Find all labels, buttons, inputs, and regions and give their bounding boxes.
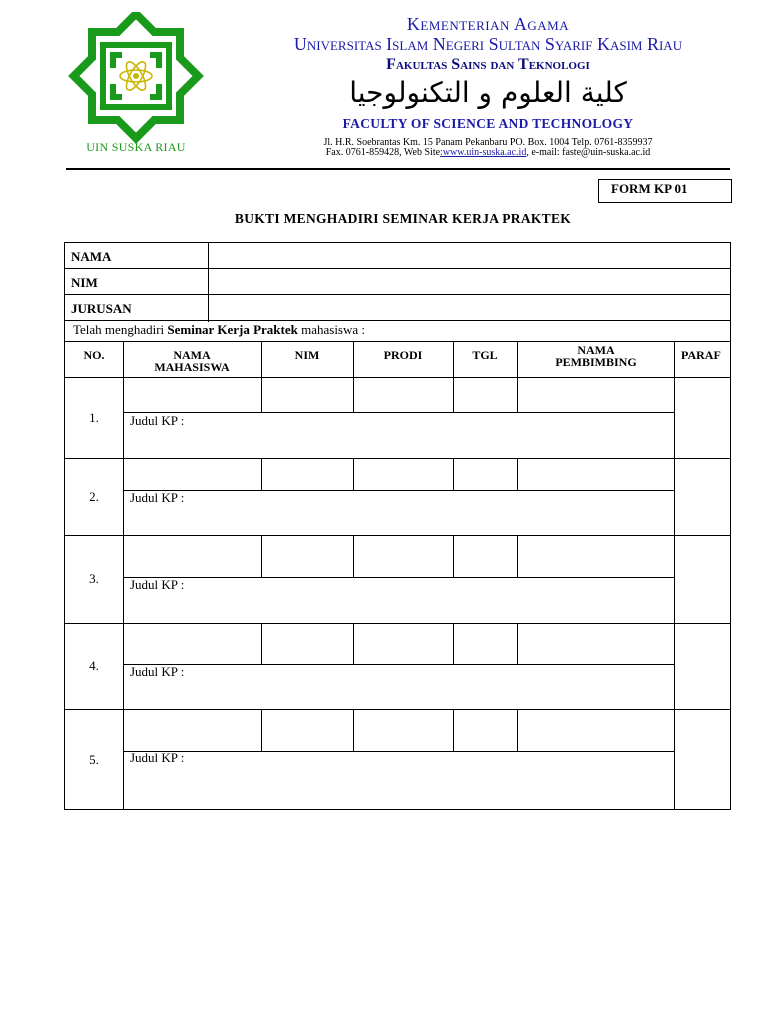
col-divider bbox=[261, 377, 262, 412]
col-header-nama-line2: MAHASISWA bbox=[154, 360, 230, 374]
field-row-nim bbox=[65, 269, 730, 295]
university-name: Universitas Islam Negeri Sultan Syarif Kasim Riau bbox=[293, 34, 683, 54]
col-divider bbox=[517, 623, 518, 664]
address-line-1: Jl. H.R. Soebrantas Km. 15 Panam Pekanbaru PO. Box. 1004 Telp. 0761-8359937 bbox=[323, 137, 653, 148]
faculty-name-en: FACULTY OF SCIENCE AND TECHNOLOGY bbox=[342, 116, 634, 131]
col-header-no: NO. bbox=[83, 348, 105, 362]
form-code-box: FORM KP 01 bbox=[598, 179, 732, 203]
logo-caption: UIN SUSKA RIAU bbox=[86, 140, 186, 154]
header-row-border bbox=[65, 377, 730, 378]
identity-fields bbox=[64, 242, 731, 321]
col-header-prodi: PRODI bbox=[383, 348, 423, 362]
ministry-name: Kementerian Agama bbox=[406, 14, 570, 34]
col-divider bbox=[261, 535, 262, 577]
address-line-2 bbox=[218, 147, 758, 158]
row-sub-border bbox=[123, 490, 674, 491]
col-header-pembimbing bbox=[517, 344, 675, 368]
col-divider bbox=[453, 458, 454, 490]
field-divider bbox=[208, 295, 209, 322]
attended-bold: Seminar Kerja Praktek bbox=[167, 322, 298, 337]
col-divider bbox=[453, 709, 454, 751]
row-border bbox=[65, 458, 730, 459]
website-link[interactable]: :www.uin-suska.ac.id bbox=[440, 147, 527, 158]
row-border bbox=[65, 623, 730, 624]
col-header-paraf: PARAF bbox=[681, 348, 721, 362]
col-divider bbox=[261, 458, 262, 490]
document-title: BUKTI MENGHADIRI SEMINAR KERJA PRAKTEK bbox=[234, 211, 572, 226]
col-header-nama-line1: NAMA bbox=[173, 348, 211, 362]
col-header-tgl: TGL bbox=[472, 348, 498, 362]
attendance-table bbox=[64, 341, 731, 810]
col-divider bbox=[517, 709, 518, 751]
row-number-4: 4. bbox=[89, 658, 99, 673]
row-judul-1: Judul KP : bbox=[130, 413, 185, 428]
col-divider bbox=[453, 623, 454, 664]
col-divider bbox=[517, 535, 518, 577]
col-header-pembimbing-line2: PEMBIMBING bbox=[555, 355, 637, 369]
col-divider bbox=[517, 342, 518, 377]
col-divider bbox=[353, 342, 354, 377]
row-border bbox=[65, 535, 730, 536]
faculty-name-arabic: كلية العلوم و التكنولوجيا bbox=[349, 76, 627, 109]
col-divider bbox=[261, 623, 262, 664]
col-divider bbox=[353, 623, 354, 664]
attended-statement bbox=[64, 321, 731, 341]
field-divider bbox=[208, 269, 209, 294]
field-label-nama: NAMA bbox=[71, 249, 112, 264]
field-divider bbox=[208, 243, 209, 268]
col-divider bbox=[453, 535, 454, 577]
col-divider bbox=[453, 377, 454, 412]
field-label-jurusan: JURUSAN bbox=[71, 301, 132, 316]
col-divider bbox=[353, 377, 354, 412]
row-number-3: 3. bbox=[89, 571, 99, 586]
col-header-nama bbox=[123, 349, 261, 373]
col-divider bbox=[453, 342, 454, 377]
fax-text: Fax. 0761-859428, Web Site bbox=[325, 147, 441, 158]
col-divider bbox=[353, 535, 354, 577]
row-judul-5: Judul KP : bbox=[130, 750, 185, 765]
row-judul-4: Judul KP : bbox=[130, 664, 185, 679]
col-divider bbox=[517, 377, 518, 412]
col-divider bbox=[353, 709, 354, 751]
col-divider bbox=[353, 458, 354, 490]
row-judul-2: Judul KP : bbox=[130, 490, 185, 505]
row-judul-3: Judul KP : bbox=[130, 577, 185, 592]
col-divider bbox=[261, 342, 262, 377]
faculty-name-id: Fakultas Sains dan Teknologi bbox=[386, 56, 590, 73]
row-number-1: 1. bbox=[89, 410, 99, 425]
university-logo bbox=[62, 12, 210, 144]
row-border bbox=[65, 709, 730, 710]
field-row-nama bbox=[65, 243, 730, 269]
col-divider bbox=[674, 342, 675, 809]
row-sub-border bbox=[123, 577, 674, 578]
email-text: , e-mail: faste@uin-suska.ac.id bbox=[526, 147, 651, 158]
col-divider bbox=[261, 709, 262, 751]
header-divider bbox=[66, 168, 730, 170]
row-sub-border bbox=[123, 664, 674, 665]
field-row-jurusan bbox=[65, 295, 730, 322]
row-sub-border bbox=[123, 751, 674, 752]
row-number-5: 5. bbox=[89, 752, 99, 767]
row-sub-border bbox=[123, 412, 674, 413]
row-number-2: 2. bbox=[89, 489, 99, 504]
field-label-nim: NIM bbox=[71, 275, 98, 290]
attended-suffix: mahasiswa : bbox=[297, 322, 366, 337]
col-header-pembimbing-line1: NAMA bbox=[577, 343, 615, 357]
col-header-nim: NIM bbox=[294, 348, 320, 362]
attended-prefix: Telah menghadiri bbox=[73, 322, 168, 337]
col-divider bbox=[517, 458, 518, 490]
